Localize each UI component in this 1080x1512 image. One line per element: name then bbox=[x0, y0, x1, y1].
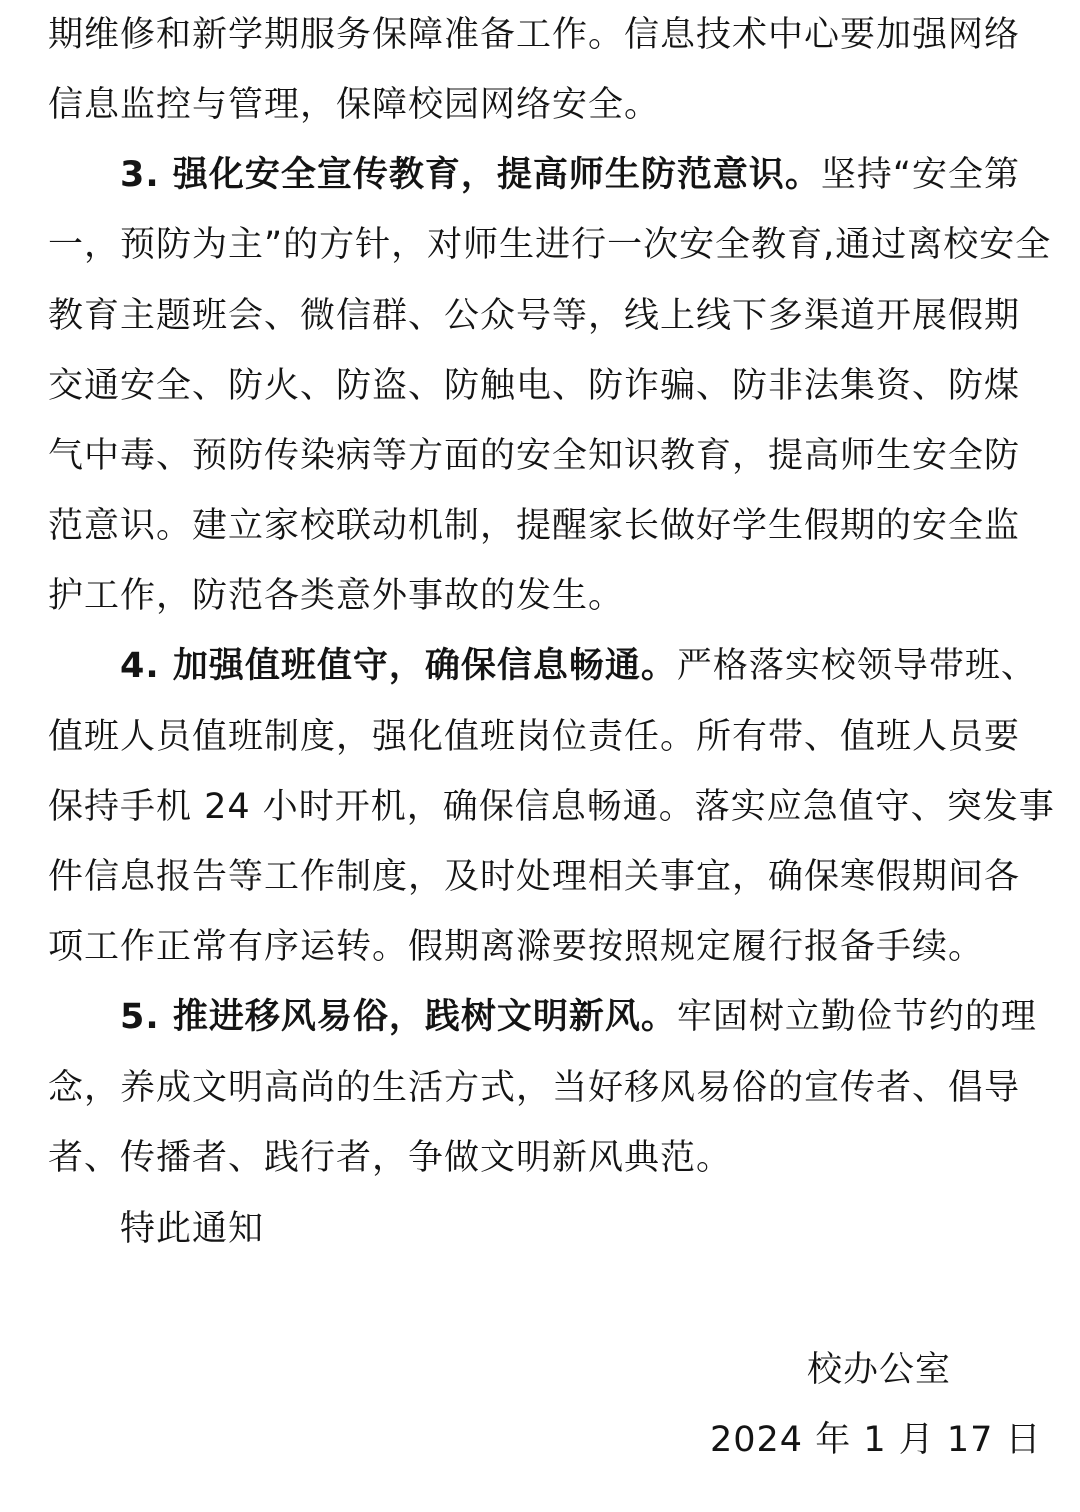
section-3-line bbox=[120, 151, 1020, 199]
body-line: 期维修和新学期服务保障准备工作。信息技术中心要加强网络 bbox=[48, 15, 1021, 55]
body-text: 严格落实校领导带班、 bbox=[676, 646, 1037, 686]
body-line: 气中毒、预防传染病等方面的安全知识教育，提高师生安全防 bbox=[48, 436, 1021, 476]
body-line: 信息监控与管理，保障校园网络安全。 bbox=[48, 85, 661, 125]
signature-date: 2024 年 1 月 17 日 bbox=[710, 1420, 1042, 1460]
body-line: 项工作正常有序运转。假期离滁要按照规定履行报备手续。 bbox=[48, 927, 985, 967]
body-text: 牢固树立勤俭节约的理 bbox=[676, 997, 1037, 1037]
body-line: 者、传播者、践行者，争做文明新风典范。 bbox=[48, 1138, 733, 1178]
section-4-line bbox=[120, 642, 1037, 690]
section-3-heading: 3. 强化安全宣传教育，提高师生防范意识。 bbox=[120, 155, 821, 195]
section-5-heading: 5. 推进移风易俗，践树文明新风。 bbox=[120, 997, 677, 1037]
body-line: 件信息报告等工作制度，及时处理相关事宜，确保寒假期间各 bbox=[48, 857, 1021, 897]
signature-office: 校办公室 bbox=[807, 1350, 952, 1390]
section-5-line bbox=[120, 993, 1037, 1041]
body-line: 教育主题班会、微信群、公众号等，线上线下多渠道开展假期 bbox=[48, 296, 1021, 336]
section-4-heading: 4. 加强值班值守，确保信息畅通。 bbox=[120, 646, 677, 686]
body-line: 护工作，防范各类意外事故的发生。 bbox=[48, 576, 625, 616]
body-line: 值班人员值班制度，强化值班岗位责任。所有带、值班人员要 bbox=[48, 717, 1021, 757]
body-line: 念，养成文明高尚的生活方式，当好移风易俗的宣传者、倡导 bbox=[48, 1068, 1021, 1108]
body-line: 交通安全、防火、防盗、防触电、防诈骗、防非法集资、防煤 bbox=[48, 366, 1021, 406]
body-line: 范意识。建立家校联动机制，提醒家长做好学生假期的安全监 bbox=[48, 506, 1021, 546]
body-line: 一，预防为主”的方针，对师生进行一次安全教育,通过离校安全 bbox=[48, 225, 1052, 265]
body-text: 坚持“安全第 bbox=[820, 155, 1020, 195]
body-line: 保持手机 24 小时开机，确保信息畅通。落实应急值守、突发事 bbox=[48, 787, 1055, 827]
closing-line: 特此通知 bbox=[120, 1209, 265, 1249]
